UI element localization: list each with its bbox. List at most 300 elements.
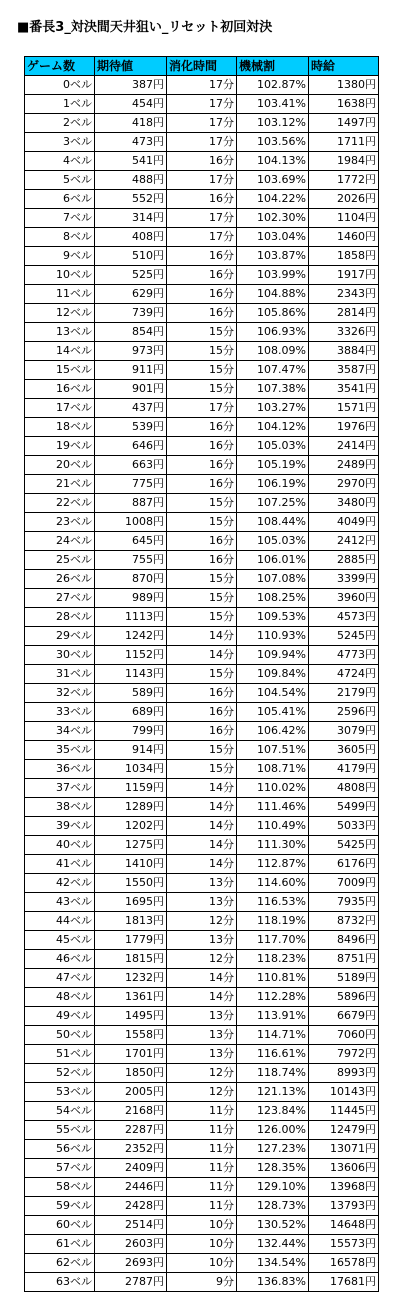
- cell-games: 23ベル: [25, 513, 95, 532]
- cell-play-time: 14分: [167, 779, 237, 798]
- cell-games: 55ベル: [25, 1121, 95, 1140]
- table-row: [25, 703, 379, 722]
- cell-expected-value: 799円: [95, 722, 167, 741]
- cell-play-time: 12分: [167, 950, 237, 969]
- cell-payout-rate: 112.87%: [237, 855, 309, 874]
- cell-play-time: 15分: [167, 380, 237, 399]
- cell-expected-value: 314円: [95, 209, 167, 228]
- cell-payout-rate: 121.13%: [237, 1083, 309, 1102]
- cell-payout-rate: 123.84%: [237, 1102, 309, 1121]
- cell-games: 48ベル: [25, 988, 95, 1007]
- cell-play-time: 15分: [167, 323, 237, 342]
- table-row: [25, 1197, 379, 1216]
- header-hourly-wage: 時給: [309, 57, 379, 76]
- cell-games: 16ベル: [25, 380, 95, 399]
- cell-payout-rate: 136.83%: [237, 1273, 309, 1292]
- cell-hourly-wage: 3587円: [309, 361, 379, 380]
- cell-games: 21ベル: [25, 475, 95, 494]
- cell-games: 13ベル: [25, 323, 95, 342]
- cell-play-time: 11分: [167, 1102, 237, 1121]
- cell-payout-rate: 104.22%: [237, 190, 309, 209]
- cell-hourly-wage: 1104円: [309, 209, 379, 228]
- cell-payout-rate: 103.99%: [237, 266, 309, 285]
- cell-games: 34ベル: [25, 722, 95, 741]
- cell-hourly-wage: 7972円: [309, 1045, 379, 1064]
- cell-hourly-wage: 5189円: [309, 969, 379, 988]
- cell-play-time: 13分: [167, 893, 237, 912]
- cell-play-time: 10分: [167, 1235, 237, 1254]
- cell-play-time: 17分: [167, 209, 237, 228]
- table-row: [25, 1235, 379, 1254]
- cell-payout-rate: 102.87%: [237, 76, 309, 95]
- cell-play-time: 15分: [167, 494, 237, 513]
- cell-expected-value: 629円: [95, 285, 167, 304]
- cell-games: 33ベル: [25, 703, 95, 722]
- cell-games: 29ベル: [25, 627, 95, 646]
- cell-games: 52ベル: [25, 1064, 95, 1083]
- cell-payout-rate: 110.81%: [237, 969, 309, 988]
- cell-hourly-wage: 3399円: [309, 570, 379, 589]
- cell-payout-rate: 111.46%: [237, 798, 309, 817]
- cell-games: 59ベル: [25, 1197, 95, 1216]
- cell-games: 3ベル: [25, 133, 95, 152]
- cell-play-time: 16分: [167, 437, 237, 456]
- cell-payout-rate: 109.53%: [237, 608, 309, 627]
- cell-play-time: 16分: [167, 418, 237, 437]
- cell-payout-rate: 126.00%: [237, 1121, 309, 1140]
- cell-payout-rate: 104.13%: [237, 152, 309, 171]
- cell-hourly-wage: 1711円: [309, 133, 379, 152]
- cell-payout-rate: 108.71%: [237, 760, 309, 779]
- cell-games: 11ベル: [25, 285, 95, 304]
- cell-games: 7ベル: [25, 209, 95, 228]
- cell-payout-rate: 106.93%: [237, 323, 309, 342]
- cell-expected-value: 739円: [95, 304, 167, 323]
- table-row: [25, 247, 379, 266]
- cell-play-time: 17分: [167, 76, 237, 95]
- cell-hourly-wage: 14648円: [309, 1216, 379, 1235]
- cell-hourly-wage: 5033円: [309, 817, 379, 836]
- cell-expected-value: 437円: [95, 399, 167, 418]
- cell-expected-value: 387円: [95, 76, 167, 95]
- cell-hourly-wage: 4773円: [309, 646, 379, 665]
- header-expected-value: 期待値: [95, 57, 167, 76]
- cell-expected-value: 1113円: [95, 608, 167, 627]
- cell-hourly-wage: 1772円: [309, 171, 379, 190]
- table-row: [25, 760, 379, 779]
- cell-expected-value: 1558円: [95, 1026, 167, 1045]
- cell-play-time: 15分: [167, 665, 237, 684]
- cell-hourly-wage: 16578円: [309, 1254, 379, 1273]
- cell-expected-value: 1850円: [95, 1064, 167, 1083]
- cell-hourly-wage: 2970円: [309, 475, 379, 494]
- table-row: [25, 1026, 379, 1045]
- table-row: [25, 874, 379, 893]
- table-row: [25, 95, 379, 114]
- cell-play-time: 15分: [167, 589, 237, 608]
- cell-expected-value: 454円: [95, 95, 167, 114]
- cell-games: 25ベル: [25, 551, 95, 570]
- cell-games: 57ベル: [25, 1159, 95, 1178]
- cell-games: 2ベル: [25, 114, 95, 133]
- cell-expected-value: 589円: [95, 684, 167, 703]
- cell-hourly-wage: 4724円: [309, 665, 379, 684]
- cell-play-time: 13分: [167, 1007, 237, 1026]
- cell-expected-value: 1034円: [95, 760, 167, 779]
- cell-expected-value: 1550円: [95, 874, 167, 893]
- cell-hourly-wage: 12479円: [309, 1121, 379, 1140]
- cell-games: 31ベル: [25, 665, 95, 684]
- table-row: [25, 190, 379, 209]
- cell-payout-rate: 111.30%: [237, 836, 309, 855]
- cell-payout-rate: 107.08%: [237, 570, 309, 589]
- cell-expected-value: 1242円: [95, 627, 167, 646]
- cell-games: 51ベル: [25, 1045, 95, 1064]
- table-row: [25, 627, 379, 646]
- cell-play-time: 11分: [167, 1140, 237, 1159]
- cell-payout-rate: 105.03%: [237, 532, 309, 551]
- table-row: [25, 475, 379, 494]
- cell-games: 61ベル: [25, 1235, 95, 1254]
- cell-payout-rate: 134.54%: [237, 1254, 309, 1273]
- cell-play-time: 14分: [167, 969, 237, 988]
- cell-payout-rate: 116.53%: [237, 893, 309, 912]
- cell-expected-value: 2287円: [95, 1121, 167, 1140]
- cell-payout-rate: 114.71%: [237, 1026, 309, 1045]
- cell-payout-rate: 103.12%: [237, 114, 309, 133]
- table-row: [25, 646, 379, 665]
- cell-play-time: 9分: [167, 1273, 237, 1292]
- cell-play-time: 11分: [167, 1159, 237, 1178]
- cell-expected-value: 1779円: [95, 931, 167, 950]
- cell-hourly-wage: 2412円: [309, 532, 379, 551]
- table-row: [25, 437, 379, 456]
- cell-play-time: 16分: [167, 703, 237, 722]
- cell-games: 9ベル: [25, 247, 95, 266]
- table-row: [25, 133, 379, 152]
- cell-expected-value: 1202円: [95, 817, 167, 836]
- cell-play-time: 16分: [167, 190, 237, 209]
- cell-payout-rate: 117.70%: [237, 931, 309, 950]
- cell-expected-value: 646円: [95, 437, 167, 456]
- table-row: [25, 380, 379, 399]
- cell-hourly-wage: 13071円: [309, 1140, 379, 1159]
- cell-hourly-wage: 2179円: [309, 684, 379, 703]
- cell-play-time: 10分: [167, 1216, 237, 1235]
- table-row: [25, 266, 379, 285]
- cell-games: 15ベル: [25, 361, 95, 380]
- cell-hourly-wage: 1984円: [309, 152, 379, 171]
- cell-expected-value: 914円: [95, 741, 167, 760]
- cell-play-time: 16分: [167, 551, 237, 570]
- cell-hourly-wage: 8496円: [309, 931, 379, 950]
- cell-play-time: 15分: [167, 342, 237, 361]
- cell-games: 50ベル: [25, 1026, 95, 1045]
- header-row: [25, 57, 379, 76]
- cell-games: 1ベル: [25, 95, 95, 114]
- cell-games: 60ベル: [25, 1216, 95, 1235]
- header-games: ゲーム数: [25, 57, 95, 76]
- table-row: [25, 76, 379, 95]
- cell-hourly-wage: 17681円: [309, 1273, 379, 1292]
- cell-games: 28ベル: [25, 608, 95, 627]
- cell-expected-value: 854円: [95, 323, 167, 342]
- cell-expected-value: 1815円: [95, 950, 167, 969]
- cell-games: 0ベル: [25, 76, 95, 95]
- cell-hourly-wage: 8732円: [309, 912, 379, 931]
- cell-games: 49ベル: [25, 1007, 95, 1026]
- cell-play-time: 16分: [167, 532, 237, 551]
- cell-play-time: 15分: [167, 361, 237, 380]
- cell-games: 39ベル: [25, 817, 95, 836]
- cell-expected-value: 2352円: [95, 1140, 167, 1159]
- table-row: [25, 1083, 379, 1102]
- cell-play-time: 14分: [167, 855, 237, 874]
- cell-hourly-wage: 4573円: [309, 608, 379, 627]
- cell-games: 12ベル: [25, 304, 95, 323]
- cell-play-time: 16分: [167, 152, 237, 171]
- table-row: [25, 1254, 379, 1273]
- cell-play-time: 16分: [167, 475, 237, 494]
- cell-hourly-wage: 1460円: [309, 228, 379, 247]
- cell-play-time: 13分: [167, 874, 237, 893]
- cell-play-time: 14分: [167, 798, 237, 817]
- table-row: [25, 1102, 379, 1121]
- data-table: [24, 56, 379, 1292]
- cell-hourly-wage: 13793円: [309, 1197, 379, 1216]
- cell-play-time: 17分: [167, 114, 237, 133]
- cell-expected-value: 1361円: [95, 988, 167, 1007]
- table-row: [25, 494, 379, 513]
- cell-games: 20ベル: [25, 456, 95, 475]
- cell-play-time: 14分: [167, 627, 237, 646]
- table-row: [25, 570, 379, 589]
- cell-play-time: 10分: [167, 1254, 237, 1273]
- cell-payout-rate: 127.23%: [237, 1140, 309, 1159]
- cell-hourly-wage: 1571円: [309, 399, 379, 418]
- cell-payout-rate: 118.74%: [237, 1064, 309, 1083]
- cell-hourly-wage: 13968円: [309, 1178, 379, 1197]
- header-play-time: 消化時間: [167, 57, 237, 76]
- cell-expected-value: 663円: [95, 456, 167, 475]
- cell-expected-value: 1143円: [95, 665, 167, 684]
- table-body: [25, 76, 379, 1292]
- cell-play-time: 15分: [167, 570, 237, 589]
- cell-hourly-wage: 15573円: [309, 1235, 379, 1254]
- cell-payout-rate: 103.27%: [237, 399, 309, 418]
- cell-expected-value: 755円: [95, 551, 167, 570]
- cell-payout-rate: 106.42%: [237, 722, 309, 741]
- cell-expected-value: 2428円: [95, 1197, 167, 1216]
- cell-payout-rate: 112.28%: [237, 988, 309, 1007]
- cell-hourly-wage: 10143円: [309, 1083, 379, 1102]
- cell-payout-rate: 102.30%: [237, 209, 309, 228]
- cell-games: 19ベル: [25, 437, 95, 456]
- cell-play-time: 13分: [167, 1026, 237, 1045]
- cell-expected-value: 541円: [95, 152, 167, 171]
- cell-payout-rate: 103.69%: [237, 171, 309, 190]
- cell-expected-value: 2409円: [95, 1159, 167, 1178]
- cell-hourly-wage: 1976円: [309, 418, 379, 437]
- cell-expected-value: 2005円: [95, 1083, 167, 1102]
- cell-games: 42ベル: [25, 874, 95, 893]
- table-row: [25, 988, 379, 1007]
- cell-expected-value: 1159円: [95, 779, 167, 798]
- cell-play-time: 11分: [167, 1178, 237, 1197]
- table-row: [25, 285, 379, 304]
- cell-games: 56ベル: [25, 1140, 95, 1159]
- cell-games: 6ベル: [25, 190, 95, 209]
- cell-expected-value: 775円: [95, 475, 167, 494]
- cell-hourly-wage: 2026円: [309, 190, 379, 209]
- cell-expected-value: 1695円: [95, 893, 167, 912]
- cell-games: 58ベル: [25, 1178, 95, 1197]
- cell-expected-value: 552円: [95, 190, 167, 209]
- cell-expected-value: 1152円: [95, 646, 167, 665]
- table-row: [25, 342, 379, 361]
- cell-payout-rate: 118.19%: [237, 912, 309, 931]
- table-row: [25, 114, 379, 133]
- cell-games: 30ベル: [25, 646, 95, 665]
- table-row: [25, 304, 379, 323]
- cell-expected-value: 901円: [95, 380, 167, 399]
- cell-hourly-wage: 2596円: [309, 703, 379, 722]
- table-row: [25, 855, 379, 874]
- cell-expected-value: 2603円: [95, 1235, 167, 1254]
- cell-play-time: 12分: [167, 1064, 237, 1083]
- cell-payout-rate: 104.54%: [237, 684, 309, 703]
- table-row: [25, 228, 379, 247]
- cell-expected-value: 645円: [95, 532, 167, 551]
- cell-payout-rate: 108.09%: [237, 342, 309, 361]
- cell-expected-value: 488円: [95, 171, 167, 190]
- cell-expected-value: 870円: [95, 570, 167, 589]
- table-row: [25, 1007, 379, 1026]
- cell-payout-rate: 129.10%: [237, 1178, 309, 1197]
- cell-play-time: 16分: [167, 266, 237, 285]
- cell-hourly-wage: 2489円: [309, 456, 379, 475]
- cell-payout-rate: 113.91%: [237, 1007, 309, 1026]
- cell-expected-value: 1495円: [95, 1007, 167, 1026]
- cell-play-time: 14分: [167, 817, 237, 836]
- table-row: [25, 817, 379, 836]
- cell-games: 63ベル: [25, 1273, 95, 1292]
- cell-play-time: 15分: [167, 760, 237, 779]
- cell-hourly-wage: 11445円: [309, 1102, 379, 1121]
- cell-expected-value: 911円: [95, 361, 167, 380]
- table-row: [25, 1045, 379, 1064]
- cell-games: 24ベル: [25, 532, 95, 551]
- cell-expected-value: 473円: [95, 133, 167, 152]
- cell-hourly-wage: 4808円: [309, 779, 379, 798]
- cell-expected-value: 525円: [95, 266, 167, 285]
- cell-payout-rate: 103.41%: [237, 95, 309, 114]
- cell-expected-value: 2787円: [95, 1273, 167, 1292]
- cell-hourly-wage: 3480円: [309, 494, 379, 513]
- cell-games: 54ベル: [25, 1102, 95, 1121]
- cell-games: 36ベル: [25, 760, 95, 779]
- cell-hourly-wage: 2885円: [309, 551, 379, 570]
- table-row: [25, 798, 379, 817]
- cell-payout-rate: 107.47%: [237, 361, 309, 380]
- cell-expected-value: 1232円: [95, 969, 167, 988]
- cell-hourly-wage: 5896円: [309, 988, 379, 1007]
- cell-games: 38ベル: [25, 798, 95, 817]
- cell-games: 46ベル: [25, 950, 95, 969]
- cell-hourly-wage: 3960円: [309, 589, 379, 608]
- cell-play-time: 14分: [167, 988, 237, 1007]
- cell-games: 18ベル: [25, 418, 95, 437]
- cell-payout-rate: 109.84%: [237, 665, 309, 684]
- cell-payout-rate: 103.56%: [237, 133, 309, 152]
- cell-play-time: 17分: [167, 399, 237, 418]
- cell-games: 53ベル: [25, 1083, 95, 1102]
- cell-hourly-wage: 5425円: [309, 836, 379, 855]
- cell-expected-value: 2168円: [95, 1102, 167, 1121]
- table-row: [25, 418, 379, 437]
- table-row: [25, 931, 379, 950]
- cell-hourly-wage: 7060円: [309, 1026, 379, 1045]
- cell-play-time: 11分: [167, 1197, 237, 1216]
- table-row: [25, 912, 379, 931]
- cell-hourly-wage: 2343円: [309, 285, 379, 304]
- cell-payout-rate: 105.41%: [237, 703, 309, 722]
- cell-hourly-wage: 1917円: [309, 266, 379, 285]
- cell-expected-value: 1008円: [95, 513, 167, 532]
- cell-payout-rate: 104.88%: [237, 285, 309, 304]
- cell-hourly-wage: 3605円: [309, 741, 379, 760]
- cell-play-time: 17分: [167, 228, 237, 247]
- cell-games: 4ベル: [25, 152, 95, 171]
- cell-games: 47ベル: [25, 969, 95, 988]
- cell-payout-rate: 110.49%: [237, 817, 309, 836]
- cell-games: 14ベル: [25, 342, 95, 361]
- table-row: [25, 741, 379, 760]
- cell-play-time: 17分: [167, 133, 237, 152]
- cell-play-time: 11分: [167, 1121, 237, 1140]
- cell-play-time: 12分: [167, 912, 237, 931]
- table-row: [25, 513, 379, 532]
- cell-expected-value: 2514円: [95, 1216, 167, 1235]
- table-row: [25, 589, 379, 608]
- cell-games: 8ベル: [25, 228, 95, 247]
- table-row: [25, 779, 379, 798]
- cell-hourly-wage: 1858円: [309, 247, 379, 266]
- cell-play-time: 14分: [167, 836, 237, 855]
- cell-payout-rate: 107.51%: [237, 741, 309, 760]
- cell-payout-rate: 107.25%: [237, 494, 309, 513]
- cell-games: 40ベル: [25, 836, 95, 855]
- table-row: [25, 836, 379, 855]
- table-row: [25, 1159, 379, 1178]
- table-row: [25, 152, 379, 171]
- cell-payout-rate: 105.03%: [237, 437, 309, 456]
- cell-payout-rate: 118.23%: [237, 950, 309, 969]
- cell-expected-value: 689円: [95, 703, 167, 722]
- cell-games: 41ベル: [25, 855, 95, 874]
- cell-play-time: 16分: [167, 285, 237, 304]
- cell-payout-rate: 107.38%: [237, 380, 309, 399]
- cell-payout-rate: 103.04%: [237, 228, 309, 247]
- cell-payout-rate: 128.35%: [237, 1159, 309, 1178]
- cell-play-time: 16分: [167, 456, 237, 475]
- cell-hourly-wage: 5499円: [309, 798, 379, 817]
- cell-games: 22ベル: [25, 494, 95, 513]
- cell-hourly-wage: 1380円: [309, 76, 379, 95]
- cell-expected-value: 408円: [95, 228, 167, 247]
- cell-hourly-wage: 2814円: [309, 304, 379, 323]
- cell-hourly-wage: 4179円: [309, 760, 379, 779]
